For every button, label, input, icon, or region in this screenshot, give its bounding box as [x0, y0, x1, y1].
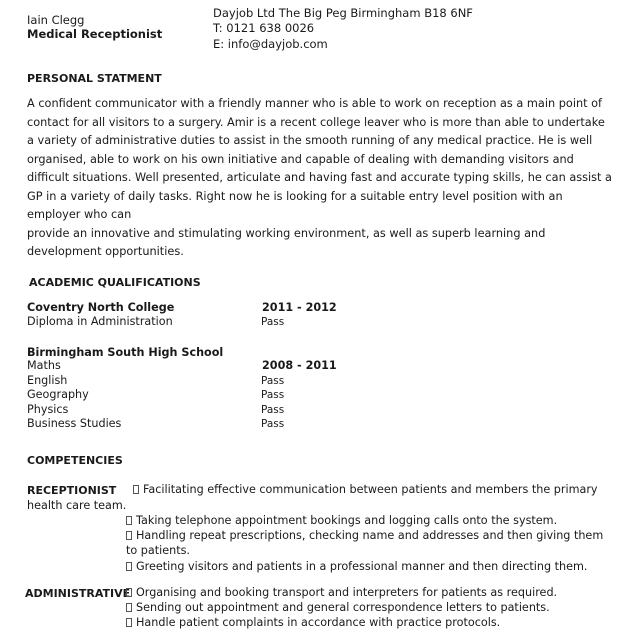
statement-line: GP in a variety of daily tasks. Right now he is looking for a suitable entry level position with an — [27, 189, 563, 203]
statement-line: a variety of administrative duties to assist in the smooth running of any medical practice. He is well — [27, 134, 593, 147]
bullet-icon — [126, 588, 132, 597]
competency-item: Handle patient complaints in accordance with practice protocols. — [126, 616, 500, 630]
competency-item: Handling repeat prescriptions, checking name and addresses and then giving them — [126, 529, 603, 543]
school-years: 2008 - 2011 — [262, 359, 337, 372]
subject-name: Geography — [27, 388, 89, 401]
statement-line: employer who can — [27, 208, 132, 221]
subject-name: Physics — [27, 403, 69, 416]
subject-result: Pass — [261, 389, 285, 401]
candidate-title: Medical Receptionist — [27, 27, 163, 41]
contact-email: E: info@dayjob.com — [213, 37, 328, 51]
bullet-icon — [126, 531, 132, 540]
competency-item: Taking telephone appointment bookings and logging calls onto the system. — [126, 514, 557, 528]
college-course: Diploma in Administration — [27, 315, 173, 328]
statement-line: development opportunities. — [27, 245, 184, 258]
school-name: Birmingham South High School — [27, 346, 224, 359]
statement-line: difficult situations. Well presented, articulate and having fast and accurate typing skills, he can assist a — [27, 171, 612, 184]
subject-result: Pass — [261, 418, 285, 430]
college-result: Pass — [261, 316, 285, 328]
statement-line: contact for all visitors to a surgery. Amir is a recent college leaver who is more than able to undertake — [27, 115, 605, 129]
subject-name: Maths — [27, 359, 61, 372]
bullet-icon — [133, 485, 139, 494]
personal-statement-heading: PERSONAL STATMENT — [27, 72, 162, 85]
contact-phone: T: 0121 638 0026 — [213, 21, 315, 35]
competency-item: Sending out appointment and general correspondence letters to patients. — [126, 601, 550, 615]
competency-line: health care team. — [27, 499, 127, 512]
competency-line: to patients. — [126, 544, 190, 557]
subject-result: Pass — [261, 375, 285, 387]
competency-item: Organising and booking transport and interpreters for patients as required. — [126, 586, 557, 600]
bullet-icon — [126, 618, 132, 627]
statement-line: A confident communicator with a friendly manner who is able to work on reception as a main point of — [27, 97, 603, 110]
academic-heading: ACADEMIC QUALIFICATIONS — [29, 276, 201, 289]
administrative-label: ADMINISTRATIVE — [25, 587, 131, 600]
subject-result: Pass — [261, 404, 285, 416]
candidate-name: Iain Clegg — [27, 13, 85, 27]
competency-item: Greeting visitors and patients in a professional manner and then directing them. — [126, 560, 587, 574]
subject-name: Business Studies — [27, 417, 122, 430]
subject-name: English — [27, 374, 68, 387]
competency-item: Facilitating effective communication between patients and members the primary — [133, 483, 598, 497]
statement-line: organised, able to work on his own initiative and capable of dealing with demanding visitors and — [27, 152, 574, 166]
college-years: 2011 - 2012 — [262, 301, 337, 314]
statement-line: provide an innovative and stimulating working environment, as well as superb learning and — [27, 226, 546, 240]
personal-statement-body — [27, 95, 612, 262]
bullet-icon — [126, 516, 132, 525]
contact-address: Dayjob Ltd The Big Peg Birmingham B18 6NF — [213, 6, 473, 20]
bullet-icon — [126, 603, 132, 612]
bullet-icon — [126, 562, 132, 571]
receptionist-label: RECEPTIONIST — [27, 484, 117, 497]
college-name: Coventry North College — [27, 301, 175, 314]
competencies-heading: COMPETENCIES — [27, 454, 123, 467]
